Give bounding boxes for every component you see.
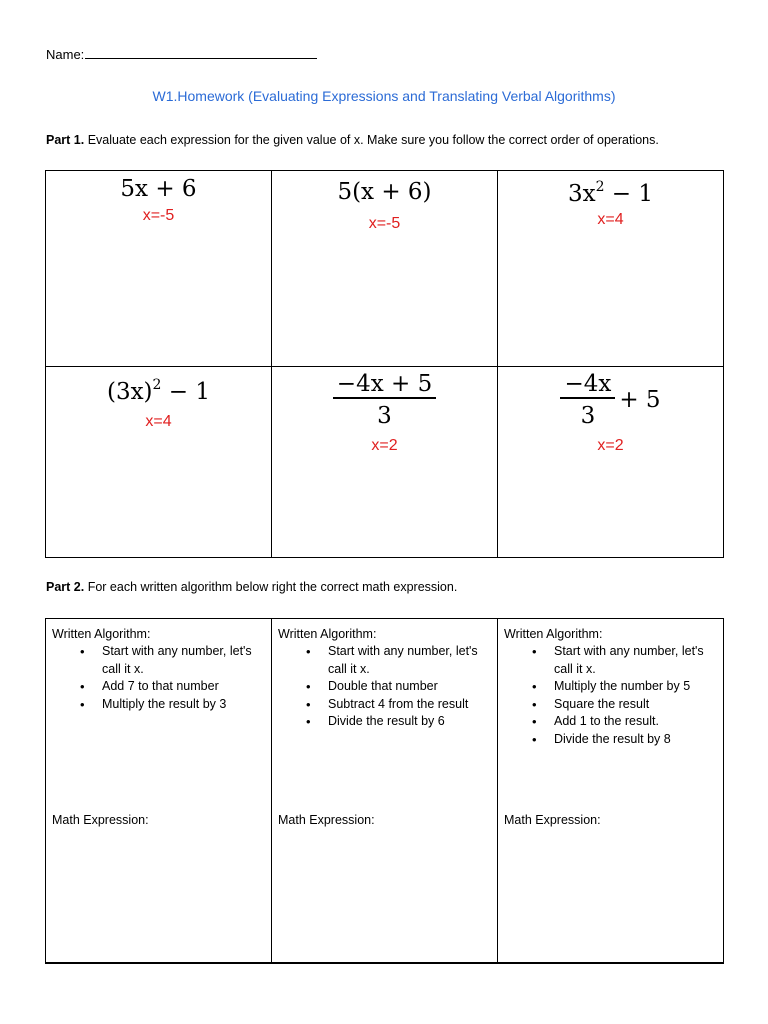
name-blank-line[interactable] [85,46,317,59]
algorithm-step: • Multiply the result by 3 [102,696,265,714]
algorithm-step: • Divide the result by 6 [328,713,491,731]
algorithm-step: • Start with any number, let's call it x. [328,643,491,678]
problem-1-expression: 5x + 6 [120,176,197,202]
problem-cell-3[interactable] [498,171,724,367]
problem-cell-2[interactable] [272,171,498,367]
problem-5-denominator: 3 [333,397,436,429]
algorithm-1-steps [52,643,265,713]
algorithm-3-steps [504,643,717,749]
problem-3-base: 3x [567,181,596,207]
written-algorithm-label: Written Algorithm: [504,627,603,641]
part1-instruction [46,133,659,147]
problem-4-x-value: x=4 [145,413,172,430]
problem-6-x-value: x=2 [597,437,624,454]
problem-5-fraction [333,371,436,429]
algorithm-step: • Multiply the number by 5 [554,678,717,696]
problem-4-base: (3x) [106,379,153,405]
problem-4-exponent: 2 [152,377,162,393]
algorithm-step: • Start with any number, let's call it x. [554,643,717,678]
algorithm-2-steps [278,643,491,731]
page-title: W1.Homework (Evaluating Expressions and Translating Verbal Algorithms) [152,88,616,104]
part2-instruction [46,580,457,594]
algorithm-step: • Start with any number, let's call it x. [102,643,265,678]
part1-problem-grid [45,170,724,558]
algorithm-cell-2[interactable] [272,619,498,964]
algorithm-step: • Double that number [328,678,491,696]
written-algorithm-label: Written Algorithm: [278,627,377,641]
problem-6-suffix: + 5 [619,387,661,413]
problem-cell-1[interactable] [46,171,272,367]
algorithm-cell-1[interactable] [46,619,272,964]
problem-6-expression [498,371,723,429]
problem-5-expression [272,371,497,429]
problem-cell-4[interactable] [46,367,272,558]
part1-instruction-text: Evaluate each expression for the given value of x. Make sure you follow the correct order of operations. [87,133,659,147]
math-expression-label: Math Expression: [504,813,601,827]
name-field-row [46,46,317,62]
math-expression-label: Math Expression: [278,813,375,827]
algorithm-step: • Divide the result by 8 [554,731,717,749]
problem-3-rest: − 1 [604,181,654,207]
problem-cell-5[interactable] [272,367,498,558]
part1-label: Part 1. [46,133,85,147]
part2-label: Part 2. [46,580,85,594]
problem-cell-6[interactable] [498,367,724,558]
problem-3-x-value: x=4 [597,211,624,228]
part2-algorithm-grid [45,618,724,964]
problem-2-expression: 5(x + 6) [337,179,432,205]
problem-4-rest: − 1 [161,379,210,405]
problem-6-denominator: 3 [560,397,615,429]
algorithm-step: • Subtract 4 from the result [328,696,491,714]
problem-5-x-value: x=2 [371,437,398,454]
name-label: Name: [46,47,85,62]
problem-4-expression [46,379,271,405]
problem-5-numerator: −4x + 5 [336,371,433,397]
algorithm-step: • Add 1 to the result. [554,713,717,731]
algorithm-step: • Add 7 to that number [102,678,265,696]
problem-6-fraction [560,371,615,429]
part2-instruction-text: For each written algorithm below right the correct math expression. [87,580,458,594]
algorithm-cell-3[interactable] [498,619,724,964]
math-expression-label: Math Expression: [52,813,149,827]
problem-1-x-value: x=-5 [142,207,175,224]
problem-6-numerator: −4x [564,371,612,397]
algorithm-step: • Square the result [554,696,717,714]
written-algorithm-label: Written Algorithm: [52,627,151,641]
problem-3-expression [498,181,723,207]
problem-3-exponent: 2 [595,179,605,195]
problem-2-x-value: x=-5 [368,215,401,232]
